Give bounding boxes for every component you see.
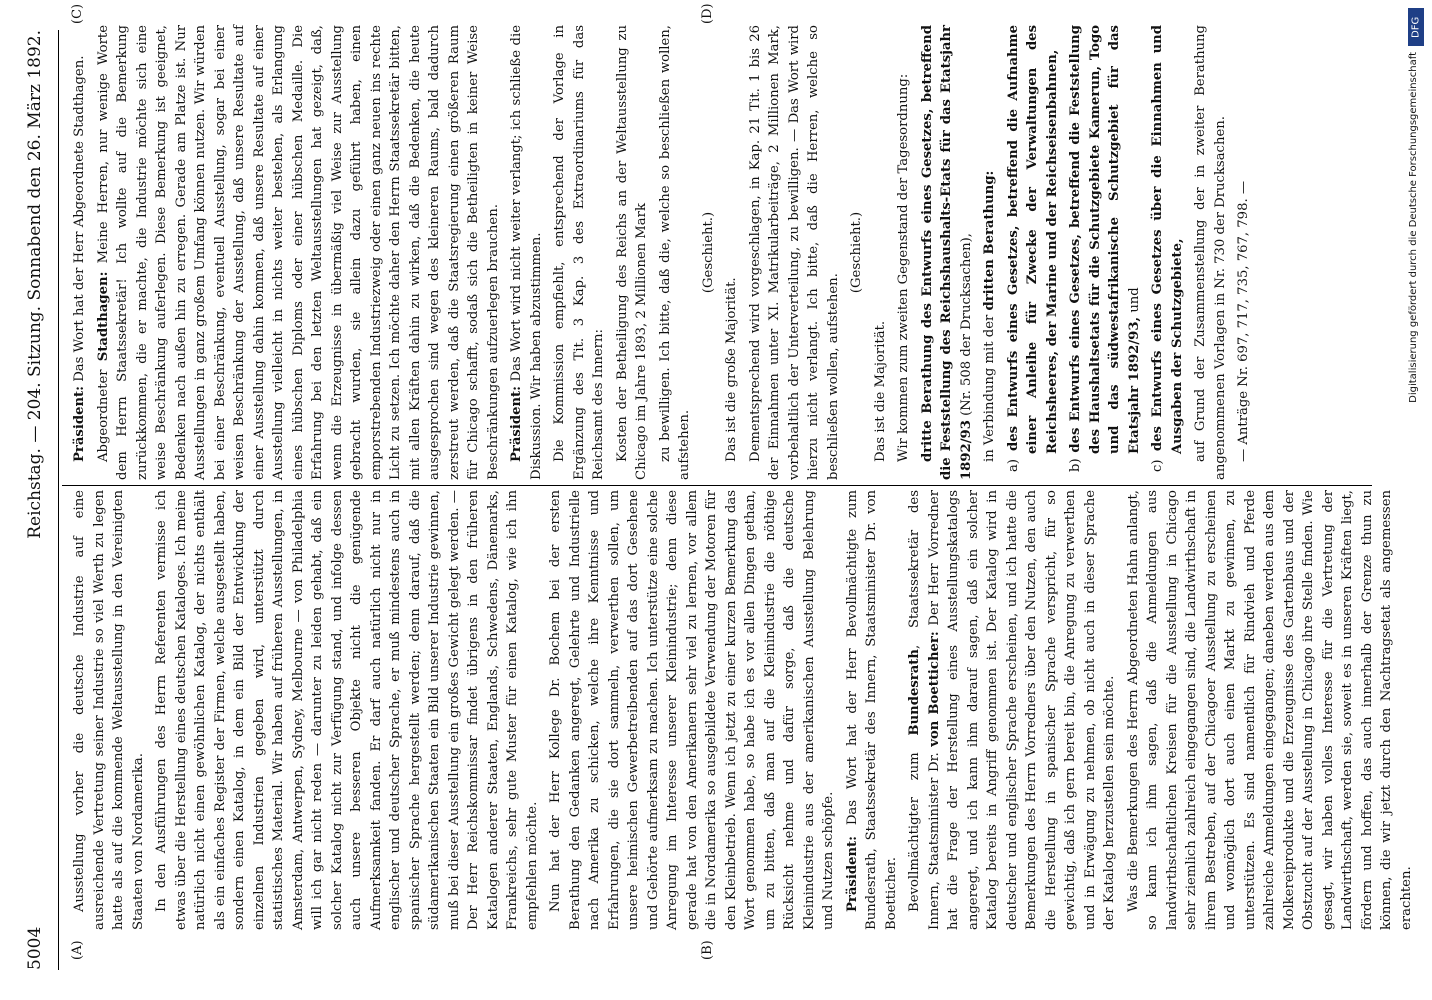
dfg-logo: DFG <box>1408 8 1424 46</box>
header-rule <box>58 30 59 970</box>
right-paragraph: Das ist die große Majorität. <box>724 277 739 462</box>
right-paragraph: Präsident: Das Wort hat der Herr Abgeordnete Stadthagen. <box>72 55 87 462</box>
right-paragraph: auf Grund der Zusammenstellung der in zweiter Berathung angenommenen Vorlagen in Nr. 730 der Drucksachen. <box>1193 25 1228 480</box>
right-paragraph: b) des Entwurfs eines Gesetzes, betreffend die Feststellung des Haushaltsetats für die Schutzgebiete Kamerun, Togo und das südwestafrikanische Schutzgebiet für das Etatsjahr 1892/93, und <box>1068 25 1142 472</box>
left-paragraph: Was die Bemerkungen des Herrn Abgeordneten Hahn anlangt, so kann ich ihm sagen, daß die Anmeldungen aus landwirthschaftlichen Kreisen für die Ausstellung in Chicago sehr ziemlich zahlreich eingegangen sind, die Landwirthschaft in ihrem Bestreben, auf der Chicagoer Ausstellung zu erscheinen und womöglich dort auch einen Markt zu gewinnen, zu unterstützen. Es sind namentlich für Rindvieh und Pferde zahlreiche Anmeldungen eingegangen; daneben werden aus dem Molkereiprodukte und die Erzeugnisse des Gartenbaus und der Obstzucht auf der Ausstellung in Chicago ihre Stelle finden. Wie gesagt, wir haben volles Interesse für die Vertretung der Landwirthschaft, werden sie, soweit es in unseren Kräften liegt, fördern und hoffen, das auch innerhalb der Grenze thun zu können, die wir jetzt durch den Nachtragsetat als angemessen erachten. <box>1125 490 1414 930</box>
right-paragraph: — Anträge Nr. 697, 717, 735, 767, 798. — <box>1236 180 1251 462</box>
page-number: 5004 <box>25 926 45 970</box>
right-paragraph: zu bewilligen. Ich bitte, daß die, welche so beschließen wollen, aufstehen. <box>657 25 692 480</box>
right-paragraph: (Geschieht.) <box>849 211 864 294</box>
right-paragraph: Kosten der Betheiligung des Reichs an der Weltausstellung zu Chicago im Jahre 1893, 2 Millionen Mark <box>614 25 649 480</box>
dfg-credit-text: Digitalisierung gefördert durch die Deutsche Forschungsgemeinschaft <box>1408 52 1419 403</box>
marker-d: (D) <box>700 3 715 24</box>
right-paragraph: Wir kommen zum zweiten Gegenstand der Tagesordnung: <box>896 73 911 462</box>
dfg-sidebar <box>1408 8 1428 988</box>
column-divider <box>62 485 1372 486</box>
marker-a: (A) <box>70 940 85 960</box>
right-paragraph: Die Kommission empfiehlt, entsprechend der Vorlage in Ergänzung des Tit. 3 Kap. 3 des Extraordinariums für das Reichsamt des Innern: <box>552 25 606 480</box>
right-paragraph: in Verbindung mit der dritten Berathung: <box>982 170 997 462</box>
left-paragraph: Bevollmächtigter zum Bundesrath, Staatssekretär des Innern, Staatsminister Dr. von Boetticher: Der Herr Vorredner hat die Frage der Herstellung eines Ausstellungskatalogs angeregt, und ich kann ihm darauf sagen, daß ein solcher Katalog bereits in Angriff genommen ist. Der Katalog wird in deutscher und englischer Sprache erscheinen, und ich hatte die Bemerkungen des Herrn Vorredners über den Nutzen, den auch die Herstellung in spanischer Sprache verspricht, für so gewichtig, daß ich gern bereit bin, die Anregung zu verwerthen und in Erwägung zu nehmen, ob nicht auch in dieser Sprache der Katalog herzustellen sein möchte. <box>907 490 1117 930</box>
left-paragraph: Ausstellung vorher die deutsche Industrie auf eine ausreichende Vertretung seiner Industrie so viel Werth zu legen hatte als auf die kommende Weltausstellung in den Vereinigten Staaten von Nordamerika. <box>72 490 146 930</box>
right-paragraph: Das ist die Majorität. <box>872 320 888 462</box>
right-paragraph: a) des Entwurfs eines Gesetzes, betreffend die Aufnahme einer Anleihe für Zwecke der Verwaltungen des Reichsheeres, der Marine und der Reichseisenbahnen, <box>1005 25 1060 472</box>
right-paragraph: Dementsprechend wird vorgeschlagen, in Kap. 21 Tit. 1 bis 26 der Einnahmen unter XI. Matrikularbeiträge, 2 Millionen Mark, vorbehaltlich der Unterverteilung, zu bewilligen. — Das Wort wird hierzu nicht verlangt. Ich bitte, daß die Herren, welche so beschließen wollen, aufstehen. <box>747 25 841 480</box>
page-header <box>20 30 50 970</box>
right-paragraph: c) des Entwurfs eines Gesetzes über die Einnahmen und Ausgaben der Schutzgebiete, <box>1150 25 1185 472</box>
marker-b: (B) <box>700 940 715 960</box>
right-paragraph: (Geschieht.) <box>700 211 716 294</box>
page-title: Reichstag. — 204. Sitzung. Sonnabend den 26. März 1892. <box>25 30 45 539</box>
left-paragraph: In den Ausführungen des Herrn Referenten vermisse ich etwas über die Herstellung eines deutschen Kataloges. Ich meine natürlich nicht einen gewöhnlichen Katalog, der nichts enthält als ein einfaches Register der Firmen, welche ausgestellt haben, sondern einen Katalog, in dem ein Bild der Entwicklung der einzelnen Industrien gegeben wird, unterstützt durch statistisches Material. Wir haben auf früheren Ausstellungen, in Amsterdam, Antwerpen, Sydney, Melbourne — von Philadelphia will ich gar nicht reden — darunter zu leiden gehabt, daß ein solcher Katalog nicht zur Verfügung stand, und infolge dessen auch unsere besseren Objekte nicht die genügende Aufmerksamkeit fanden. Er darf auch natürlich nicht nur in englischer und deutscher Sprache, er muß mindestens auch in spanischer Sprache hergestellt werden; denn darauf, daß die südamerikanischen Staaten ein Bild unserer Industrie gewinnen, muß bei dieser Ausstellung ein großes Gewicht gelegt werden. — Der Herr Reichskommissar findet übrigens in den früheren Katalogen anderer Staaten, Englands, Schwedens, Dänemarks, Frankreichs, sehr gute Muster für einen Katalog, wie ich ihn empfehlen möchte. <box>154 490 540 930</box>
right-column <box>70 25 1258 480</box>
left-paragraph: Präsident: Das Wort hat der Herr Bevollmächtigte zum Bundesrath, Staatssekretär des Innern, Staatsminister Dr. von Boetticher. <box>844 490 899 930</box>
left-column <box>70 490 1420 930</box>
right-paragraph: Abgeordneter Stadthagen: Meine Herren, nur wenige Worte dem Herrn Staatssekretär! Ich wollte auf die Bemerkung zurückkommen, die er machte, die Industrie möchte sich eine weise Beschränkung auferlegen. Diese Bemerkung ist geeignet, Bedenken nach außen hin zu erregen. Gerade am Platze ist. Nur Ausstellungen in ganz großem Umfang können nutzen. Wir würden bei einer Beschränkung, eventuell Ausstellung, sogar bei einer weisen Beschränkung der Ausstellung, daß unsere Resultate auf einer Ausstellung dahin kommen, daß unsere Resultate auf einer Ausstellung vielleicht in nichts weiter bestehen, als Erlangung eines hübschen Diploms oder einer hübschen Medaille. Die Erfahrung bei den letzten Weltausstellungen hat gezeigt, daß, wenn die Erzeugnisse in übermäßig viel Weise zur Ausstellung gebracht wurden, sie allein dazu geführt haben, einen emporstrebenden Industriezweig oder einen ganz neuen ins rechte Licht zu setzen. Ich möchte daher den Herrn Staatssekretär bitten, mit allen Kräften dahin zu wirken, daß die Bedenken, die heute ausgesprochen sind wegen des kleineren Raums, bald dadurch zerstreut werden, daß die Staatsregierung einen größeren Raum für Chicago schafft, sodaß sich die Betheiligten in keiner Weise Beschränkungen aufzuerlegen brauchen. <box>95 24 501 480</box>
left-paragraph: Nun hat der Herr Kollege Dr. Bochem bei der ersten Berathung den Gedanken angeregt, Gelehrte und Industrielle nach Amerika zu schicken, welche ihre Kenntnisse und Erfahrungen, die sie dort sammeln, verwerthen sollen, um unsere heimischen Gewerbetreibenden auf das dort Gesehene und Gehörte aufmerksam zu machen. Ich unterstütze eine solche Anregung im Interesse unserer Kleinindustrie; denn diese gerade hat von den Amerikanern sehr viel zu lernen, vor allem die in Nordamerika so ausgebildete Verwendung der Motoren für den Kleinbetrieb. Wenn ich jetzt zu einer kurzen Bemerkung das Wort genommen habe, so habe ich es vor allen Dingen gethan, um zu bitten, daß man auf die Kleinindustrie die nöthige Rücksicht nehme und dafür sorge, daß die deutsche Kleinindustrie aus der amerikanischen Ausstellung Belehrung und Nutzen schöpfe. <box>548 490 836 930</box>
marker-c: (C) <box>70 3 85 24</box>
right-paragraph: dritte Berathung des Entwurfs eines Gesetzes, betreffend die Feststellung des Reichshaushalts-Etats für das Etatsjahr 1892/93 (Nr. 508 der Drucksachen), <box>919 25 974 480</box>
right-paragraph: Präsident: Das Wort wird nicht weiter verlangt; ich schließe die Diskussion. Wir haben abzustimmen. <box>509 25 544 480</box>
